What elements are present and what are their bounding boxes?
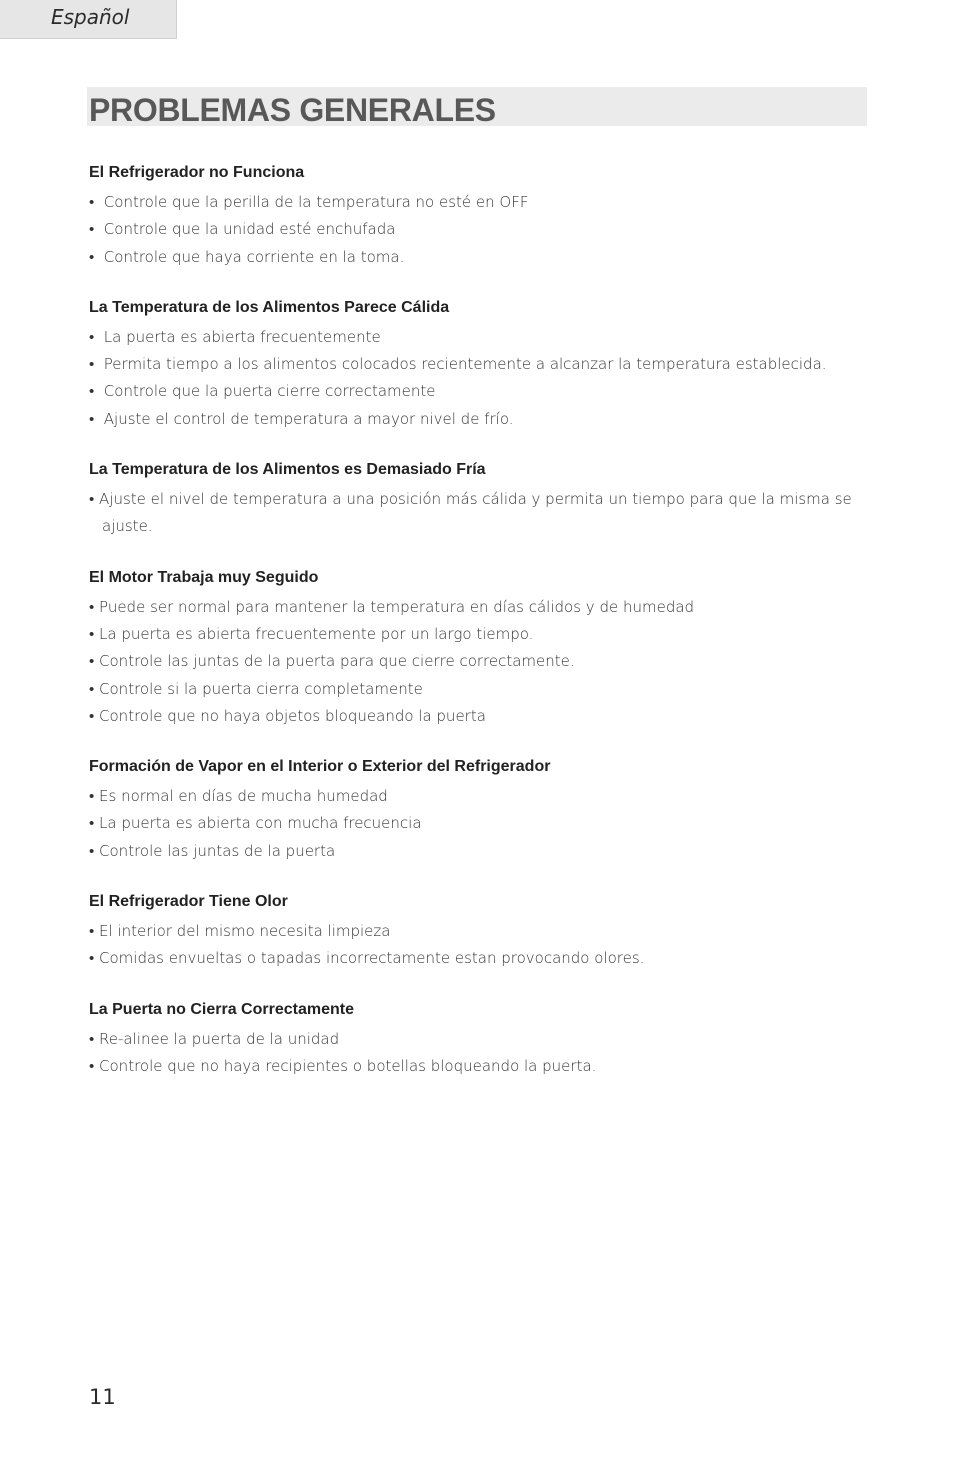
language-tab [0,0,177,39]
bullet-list [89,324,859,433]
language-label: Español [51,5,130,29]
list-item: • Controle que la unidad esté enchufada [89,216,859,243]
troubleshooting-section [89,297,859,433]
list-item: • Controle que haya corriente en la toma. [89,244,859,271]
troubleshooting-section [89,999,859,1081]
page-title: PROBLEMAS GENERALES [89,92,496,128]
bullet-list [89,594,859,730]
troubleshooting-section [89,567,859,730]
section-heading: El Refrigerador Tiene Olor [89,893,288,911]
page-title-bar [87,87,867,126]
section-heading: La Puerta no Cierra Correctamente [89,1000,354,1018]
list-item: • Es normal en días de mucha humedad [89,783,859,810]
list-item: • Re-alinee la puerta de la unidad [89,1026,859,1053]
list-item: • La puerta es abierta con mucha frecuencia [89,810,859,837]
list-item: • Controle que no haya recipientes o botellas bloqueando la puerta. [89,1053,859,1080]
list-item: • Permita tiempo a los alimentos colocados recientemente a alcanzar la temperatura establecida. [89,351,859,378]
list-item: • Ajuste el nivel de temperatura a una posición más cálida y permita un tiempo para que la misma se ajuste. [89,486,859,541]
page-number: 11 [89,1385,116,1409]
list-item: • Puede ser normal para mantener la temperatura en días cálidos y de humedad [89,594,859,621]
list-item: • La puerta es abierta frecuentemente [89,324,859,351]
list-item: • Controle que la perilla de la temperatura no esté en OFF [89,189,859,216]
list-item: • Controle que no haya objetos bloqueando la puerta [89,703,859,730]
troubleshooting-content [89,162,859,1106]
list-item: • Comidas envueltas o tapadas incorrectamente estan provocando olores. [89,945,859,972]
troubleshooting-section [89,891,859,973]
bullet-list [89,189,859,271]
section-heading: Formación de Vapor en el Interior o Exterior del Refrigerador [89,758,551,776]
troubleshooting-section [89,162,859,271]
section-heading: La Temperatura de los Alimentos es Demasiado Fría [89,461,486,479]
troubleshooting-section [89,756,859,865]
bullet-list [89,486,859,541]
section-heading: La Temperatura de los Alimentos Parece Cálida [89,298,450,316]
list-item: • La puerta es abierta frecuentemente por un largo tiempo. [89,621,859,648]
list-item: • Controle las juntas de la puerta para que cierre correctamente. [89,648,859,675]
bullet-list [89,1026,859,1081]
section-heading: El Motor Trabaja muy Seguido [89,568,319,586]
bullet-list [89,783,859,865]
troubleshooting-section [89,459,859,541]
bullet-list [89,918,859,973]
list-item: • Controle si la puerta cierra completamente [89,676,859,703]
section-heading: El Refrigerador no Funciona [89,164,305,181]
list-item: • Controle que la puerta cierre correctamente [89,378,859,405]
list-item: • Ajuste el control de temperatura a mayor nivel de frío. [89,406,859,433]
list-item: • El interior del mismo necesita limpieza [89,918,859,945]
list-item: • Controle las juntas de la puerta [89,838,859,865]
